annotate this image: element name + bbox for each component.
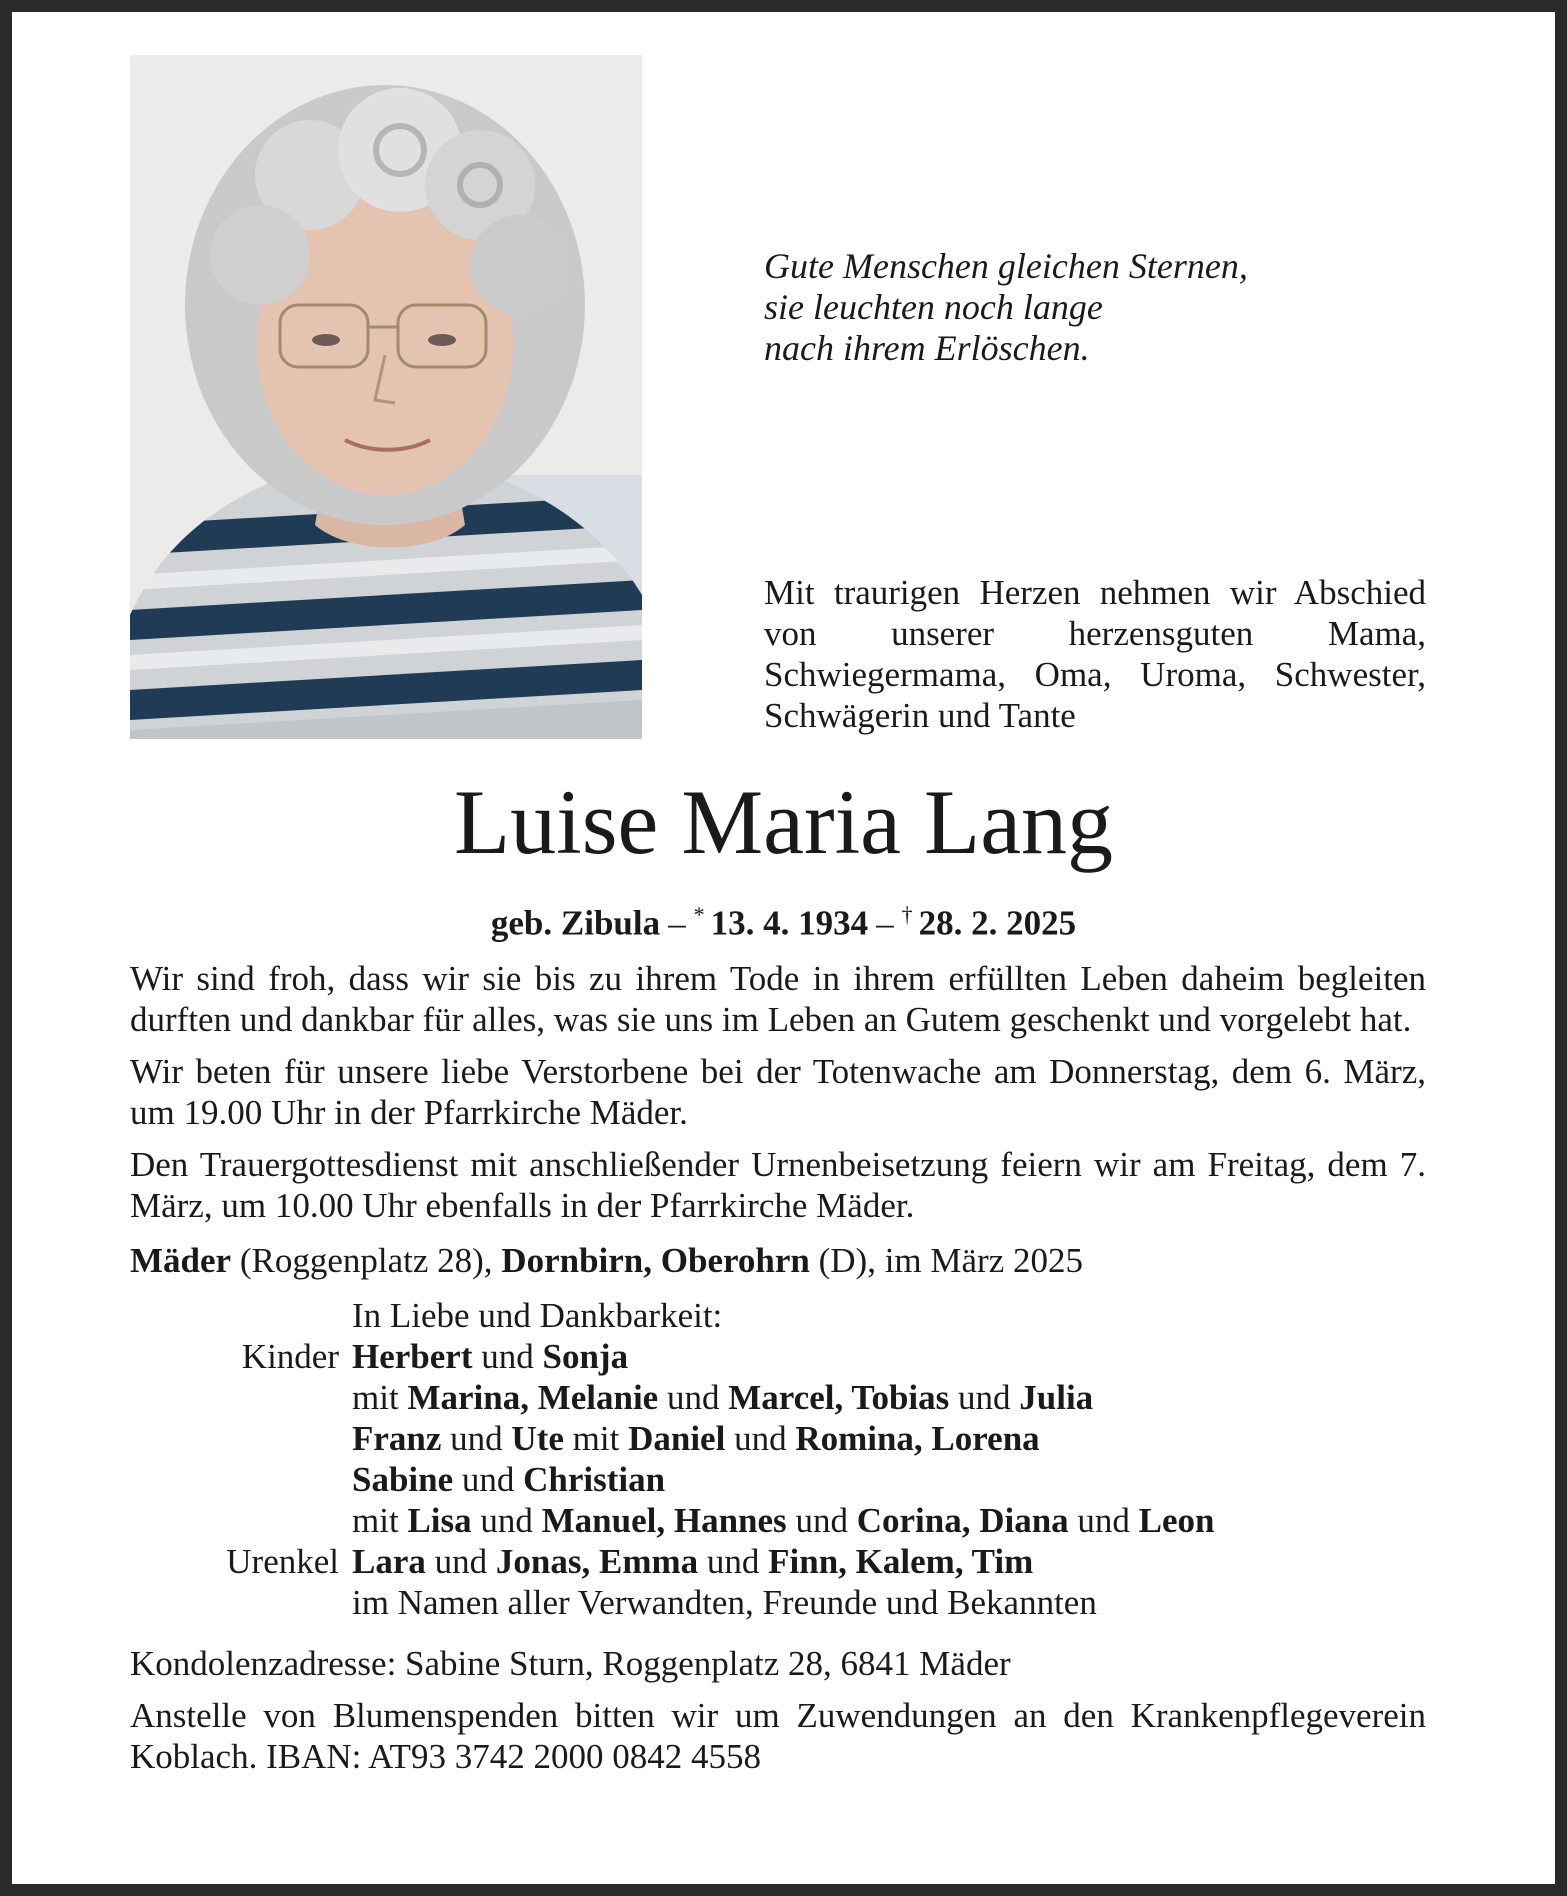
family-member-name: Finn, Kalem, Tim xyxy=(768,1542,1034,1581)
family-member-name: Romina, Lorena xyxy=(795,1419,1040,1458)
family-member-name: Jonas, Emma xyxy=(495,1542,699,1581)
family-member-name: Franz xyxy=(352,1419,442,1458)
family-member-name: Manuel, Hannes xyxy=(541,1501,787,1540)
family-header: In Liebe und Dankbarkeit: xyxy=(352,1296,723,1335)
family-connector: mit xyxy=(352,1501,408,1540)
family-list xyxy=(130,1295,1426,1623)
family-member-name: Sonja xyxy=(542,1337,629,1376)
death-date: 28. 2. 2025 xyxy=(918,903,1077,943)
birth-symbol: * xyxy=(693,902,705,927)
life-dates xyxy=(12,894,1555,945)
place-address: (Roggenplatz 28), xyxy=(231,1241,502,1280)
paragraph-gratitude: Wir sind froh, dass wir sie bis zu ihrem Tode in ihrem erfüllten Leben daheim begleiten durften und dankbar für alles, was sie uns im Leben an Gutem geschenkt und vorgelebt hat. xyxy=(130,959,1426,1039)
place-suffix: (D), im März 2025 xyxy=(809,1241,1083,1280)
family-closing: im Namen aller Verwandten, Freunde und Bekannten xyxy=(352,1583,1097,1622)
family-connector: und xyxy=(949,1378,1020,1417)
paragraph-wake: Wir beten für unsere liebe Verstorbene bei der Totenwache am Donnerstag, dem 6. März, um 19.00 Uhr in der Pfarrkirche Mäder. xyxy=(130,1052,1426,1132)
family-connector: mit xyxy=(563,1419,629,1458)
label-kinder: Kinder xyxy=(241,1337,339,1376)
donation-note: Anstelle von Blumenspenden bitten wir um Zuwendungen an den Krankenpflegeverein Koblach. IBAN: AT93 3742 2000 0842 4558 xyxy=(130,1696,1426,1776)
family-member-name: Julia xyxy=(1019,1378,1094,1417)
family-member-name: Christian xyxy=(523,1460,666,1499)
family-line xyxy=(352,1459,1426,1500)
place-town-1: Mäder xyxy=(130,1241,232,1280)
obituary-body xyxy=(130,958,1426,1788)
portrait-photo xyxy=(130,55,642,739)
family-line xyxy=(352,1418,1426,1459)
family-member-name: Lisa xyxy=(407,1501,472,1540)
family-member-name: Daniel xyxy=(628,1419,726,1458)
family-connector: und xyxy=(453,1460,524,1499)
family-member-name: Marina, Melanie xyxy=(407,1378,659,1417)
quote-line-1: Gute Menschen gleichen Sternen, xyxy=(764,246,1248,286)
paragraph-funeral: Den Trauergottesdienst mit anschließender Urnenbeisetzung feiern wir am Freitag, dem 7. März, um 10.00 Uhr ebenfalls in der Pfarrkirche Mäder. xyxy=(130,1145,1426,1225)
family-line xyxy=(352,1336,1426,1377)
maiden-name: geb. Zibula xyxy=(490,903,661,943)
label-urenkel: Urenkel xyxy=(226,1542,339,1581)
family-connector: und xyxy=(1068,1501,1139,1540)
intro-text: Mit traurigen Herzen nehmen wir Abschied von unserer herzensguten Mama, Schwiegermama, Oma, Uroma, Schwester, Schwägerin und Tante xyxy=(764,573,1426,735)
family-line xyxy=(352,1377,1426,1418)
dash-separator: – xyxy=(876,903,894,943)
family-connector: und xyxy=(472,1337,543,1376)
deceased-name: Luise Maria Lang xyxy=(453,771,1114,873)
family-member-name: Leon xyxy=(1138,1501,1215,1540)
quote-line-3: nach ihrem Erlöschen. xyxy=(764,328,1090,368)
family-connector: und xyxy=(658,1378,729,1417)
quote-line-2: sie leuchten noch lange xyxy=(764,287,1103,327)
portrait-illustration xyxy=(130,55,642,739)
condolence-address: Kondolenzadresse: Sabine Sturn, Roggenplatz 28, 6841 Mäder xyxy=(130,1644,1011,1683)
family-connector: und xyxy=(471,1501,542,1540)
family-connector: und xyxy=(725,1419,796,1458)
obituary-page xyxy=(12,12,1555,1884)
family-member-name: Corina, Diana xyxy=(856,1501,1069,1540)
family-member-name: Sabine xyxy=(352,1460,454,1499)
death-symbol: † xyxy=(901,902,913,927)
family-member-name: Marcel, Tobias xyxy=(728,1378,950,1417)
family-line xyxy=(352,1500,1426,1541)
family-connector: und xyxy=(786,1501,857,1540)
family-member-name: Ute xyxy=(511,1419,564,1458)
dash-separator: – xyxy=(668,903,686,943)
family-connector: und xyxy=(698,1542,769,1581)
family-member-name: Herbert xyxy=(352,1337,473,1376)
family-connector: und xyxy=(441,1419,512,1458)
place-town-2: Dornbirn, Oberohrn xyxy=(501,1241,810,1280)
quote xyxy=(764,246,1248,369)
family-member-name: Lara xyxy=(352,1542,426,1581)
family-connector: mit xyxy=(352,1378,408,1417)
place-line xyxy=(130,1240,1426,1281)
family-connector: und xyxy=(425,1542,496,1581)
family-line xyxy=(352,1541,1426,1582)
birth-date: 13. 4. 1934 xyxy=(710,903,869,943)
